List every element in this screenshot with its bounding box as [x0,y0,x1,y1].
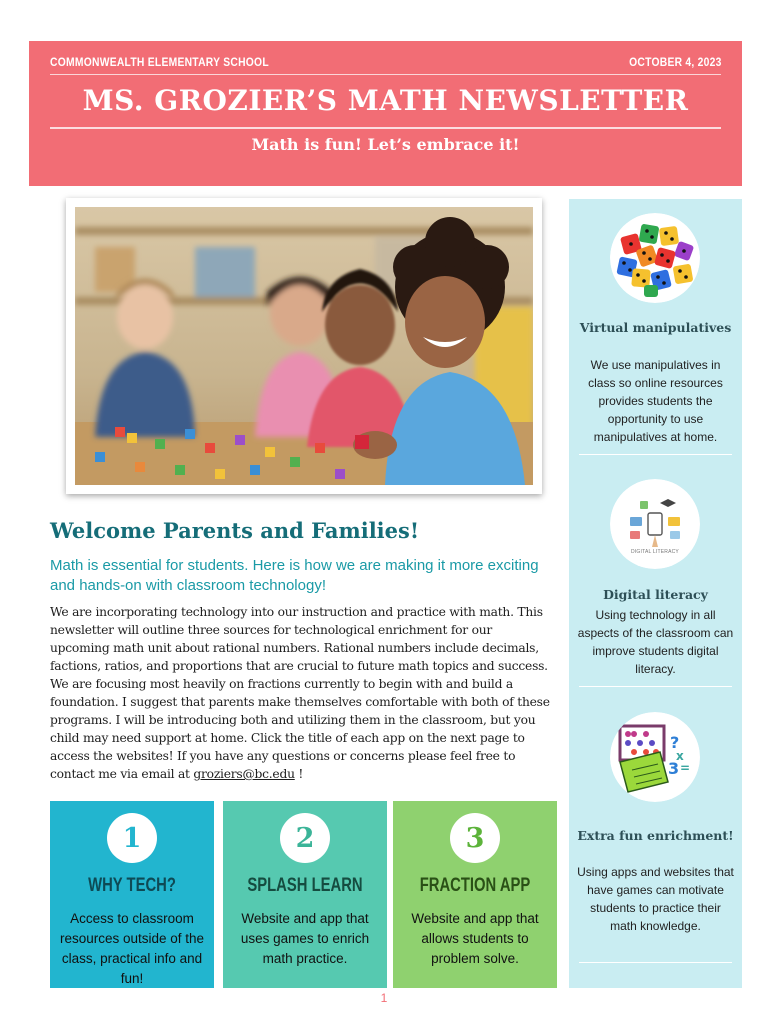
welcome-body-end: ! [294,767,304,781]
sidebar-divider [579,962,732,963]
header-banner [29,41,742,186]
feature-box-fraction-app [393,801,557,988]
sidebar-title: Digital literacy [603,587,708,602]
classroom-photo-frame [66,198,542,494]
sidebar [569,199,742,988]
svg-text:=: = [680,761,691,775]
newsletter-tagline: Math is fun! Let’s embrace it! [251,135,520,154]
classroom-photo-illustration [75,207,533,485]
abacus-math-icon [610,712,700,802]
header-divider [50,127,721,129]
feature-box-why-tech [50,801,214,988]
page-number: 1 [380,991,388,1005]
sidebar-divider [579,454,732,455]
feature-description: Website and app that uses games to enrich math practice. [240,911,370,966]
feature-number-badge: 1 [107,813,157,863]
svg-text:?: ? [670,733,680,752]
header-topline [50,49,722,75]
sidebar-divider [579,686,732,687]
feature-title: WHY TECH? [88,875,176,896]
header-divider [50,74,721,75]
svg-text:3: 3 [668,759,680,778]
sidebar-text: Using apps and websites that have games can motivate students to practice their math knowledge. [577,865,734,933]
welcome-subheading: Math is essential for students. Here is how we are making it more exciting and hands-on with classroom technology! [50,557,539,594]
feature-description: Website and app that allows students to problem solve. [411,911,539,966]
sidebar-text: We use manipulatives in class so online resources provides students the opportunity to use manipulatives at home. [588,358,723,444]
feature-title[interactable]: FRACTION APP [419,875,531,896]
welcome-body [50,603,550,783]
school-name: COMMONWEALTH ELEMENTARY SCHOOL [50,55,269,69]
feature-number-badge: 2 [280,813,330,863]
dice-icon [610,213,700,303]
feature-description: Access to classroom resources outside of the class, practical info and fun! [59,911,205,986]
newsletter-title: MS. GROZIER’S MATH NEWSLETTER [82,84,689,117]
welcome-body-text: We are incorporating technology into our instruction and practice with math. This newsletter will outline three sources for technological enrichment for our upcoming math unit about rational numbers. Rational numbers include decimals, factions, ratios, and proportions that are crucial to future math topics and success. We are focusing most heavily on fractions currently to begin with and build a foundation. I suggest that parents make themselves comfortable with both of these programs. I will be introducing both and utilizing them in the classroom, but you child may need support at home. Click the title of each app on the next page to access the websites! If you have any questions or concerns please feel free to contact me via email at [50,605,550,781]
icon-caption: DIGITAL LITERACY [631,549,679,555]
classroom-photo [75,207,533,485]
sidebar-text: Using technology in all aspects of the classroom can improve students digital literacy. [577,608,734,676]
sidebar-title: Virtual manipulatives [579,320,732,335]
feature-title[interactable]: SPLASH LEARN [247,875,363,896]
feature-number-badge: 3 [450,813,500,863]
digital-literacy-icon [610,479,700,569]
email-link[interactable]: groziers@bc.edu [193,767,295,781]
feature-box-splash-learn [223,801,387,988]
svg-text:x: x [676,749,684,763]
sidebar-title: Extra fun enrichment! [577,828,734,843]
welcome-heading: Welcome Parents and Families! [50,518,420,543]
issue-date: OCTOBER 4, 2023 [629,55,722,69]
